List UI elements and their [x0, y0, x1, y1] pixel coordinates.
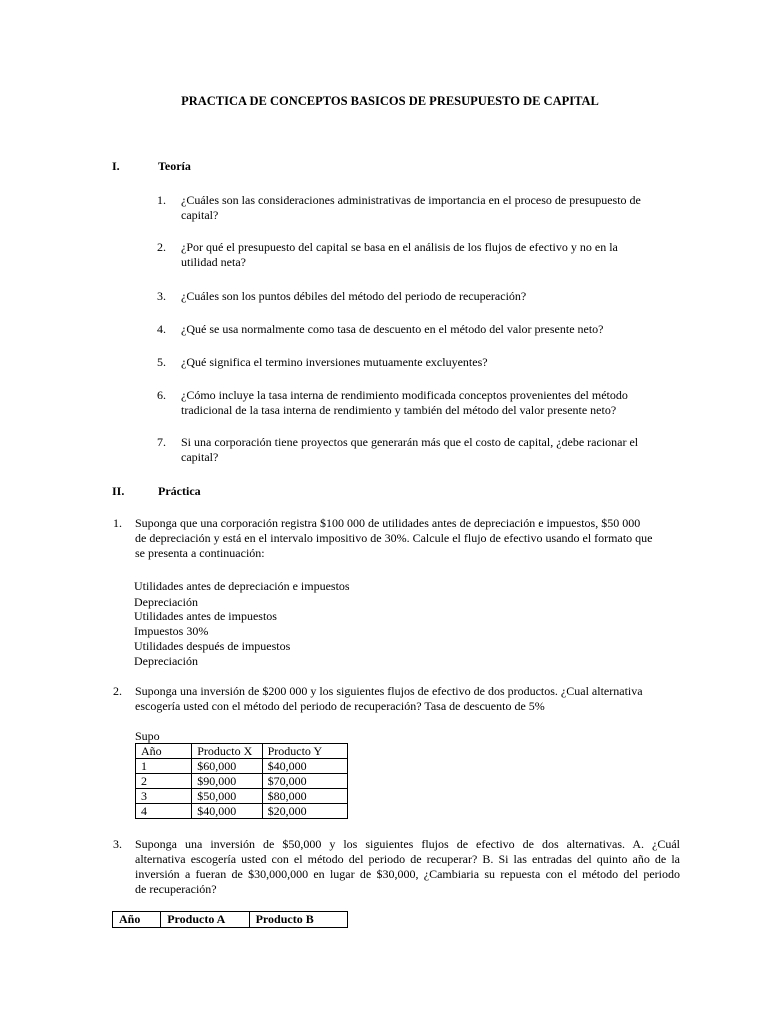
question-number: 6.	[157, 388, 166, 402]
header-cell: Año	[136, 744, 192, 759]
table-header-row	[113, 912, 348, 928]
table-cell: 4	[136, 804, 192, 819]
question-text-cont: capital?	[181, 208, 219, 222]
table-caption: Supo	[135, 729, 160, 743]
question-text: ¿Cómo incluye la tasa interna de rendimiento modificada conceptos provenientes del método	[181, 388, 628, 402]
question-number: 5.	[157, 355, 166, 369]
problem-text-cont: inversión a fueran de $30,000,000 en lugar de $30,000, ¿Cambiaria su repuesta con el método del periodo	[135, 867, 680, 881]
question-text-cont: utilidad neta?	[181, 255, 246, 269]
question-text: ¿Cuáles son los puntos débiles del método del periodo de recuperación?	[181, 289, 527, 303]
page-title: PRACTICA DE CONCEPTOS BASICOS DE PRESUPUESTO DE CAPITAL	[181, 94, 599, 108]
problem-number: 3.	[113, 837, 122, 851]
question-text: Si una corporación tiene proyectos que generarán más que el costo de capital, ¿debe racionar el	[181, 435, 639, 449]
header-cell: Año	[113, 912, 161, 928]
question-text: ¿Por qué el presupuesto del capital se basa en el análisis de los flujos de efectivo y no en la	[181, 240, 618, 254]
table-cell: $60,000	[192, 759, 262, 774]
table-row	[136, 774, 348, 789]
table-cell: 2	[136, 774, 192, 789]
table-cell: $90,000	[192, 774, 262, 789]
problem-text: Suponga que una corporación registra $100 000 de utilidades antes de depreciación e impuestos, $50 000	[135, 516, 641, 530]
question-number: 1.	[157, 193, 166, 207]
section-number-2: II.	[112, 484, 125, 498]
table-row	[136, 789, 348, 804]
question-text: ¿Qué significa el termino inversiones mutuamente excluyentes?	[181, 355, 488, 369]
table-cell: 1	[136, 759, 192, 774]
header-cell: Producto X	[192, 744, 262, 759]
question-number: 7.	[157, 435, 166, 449]
table-cell: $40,000	[192, 804, 262, 819]
question-text: ¿Qué se usa normalmente como tasa de descuento en el método del valor presente neto?	[181, 322, 604, 336]
section-heading-practica: Práctica	[158, 484, 201, 498]
header-cell: Producto Y	[262, 744, 347, 759]
question-number: 3.	[157, 289, 166, 303]
cash-flow-table-ab	[112, 911, 348, 928]
table-cell: $40,000	[262, 759, 347, 774]
problem-text: Suponga una inversión de $200 000 y los siguientes flujos de efectivo de dos productos. ¿Cual alternativa	[135, 684, 643, 698]
problem-text-cont: de depreciación y está en el intervalo impositivo de 30%. Calcule el flujo de efectivo usando el formato que	[135, 531, 653, 545]
table-row	[136, 759, 348, 774]
section-heading-teoria: Teoría	[158, 159, 191, 173]
problem-text-cont: se presenta a continuación:	[135, 546, 265, 560]
table-header-row	[136, 744, 348, 759]
question-text: ¿Cuáles son las consideraciones administrativas de importancia en el proceso de presupuesto de	[181, 193, 641, 207]
table-cell: $50,000	[192, 789, 262, 804]
format-line: Utilidades antes de depreciación e impuestos	[134, 579, 350, 593]
section-number-1: I.	[112, 159, 120, 173]
header-cell: Producto A	[161, 912, 249, 928]
table-cell: $20,000	[262, 804, 347, 819]
table-row	[136, 804, 348, 819]
question-number: 2.	[157, 240, 166, 254]
format-line: Impuestos 30%	[134, 624, 209, 638]
table-cell: $80,000	[262, 789, 347, 804]
format-line: Depreciación	[134, 595, 198, 609]
format-line: Depreciación	[134, 654, 198, 668]
header-cell: Producto B	[249, 912, 347, 928]
problem-text-cont: de recuperación?	[135, 882, 217, 896]
problem-text-cont: escogería usted con el método del periodo de recuperación? Tasa de descuento de 5%	[135, 699, 545, 713]
question-text-cont: tradicional de la tasa interna de rendimiento y también del método del valor presente neto?	[181, 403, 617, 417]
table-cell: $70,000	[262, 774, 347, 789]
question-number: 4.	[157, 322, 166, 336]
problem-number: 1.	[113, 516, 122, 530]
question-text-cont: capital?	[181, 450, 219, 464]
problem-text-cont: alternativa escogería usted con el método del periodo de recuperar? B. Si las entradas del quinto año de la	[135, 852, 680, 866]
format-line: Utilidades después de impuestos	[134, 639, 291, 653]
problem-text: Suponga una inversión de $50,000 y los siguientes flujos de efectivo de dos alternativas. A. ¿Cuál	[135, 837, 680, 851]
problem-number: 2.	[113, 684, 122, 698]
table-cell: 3	[136, 789, 192, 804]
cash-flow-table-xy	[135, 743, 348, 819]
format-line: Utilidades antes de impuestos	[134, 609, 277, 623]
